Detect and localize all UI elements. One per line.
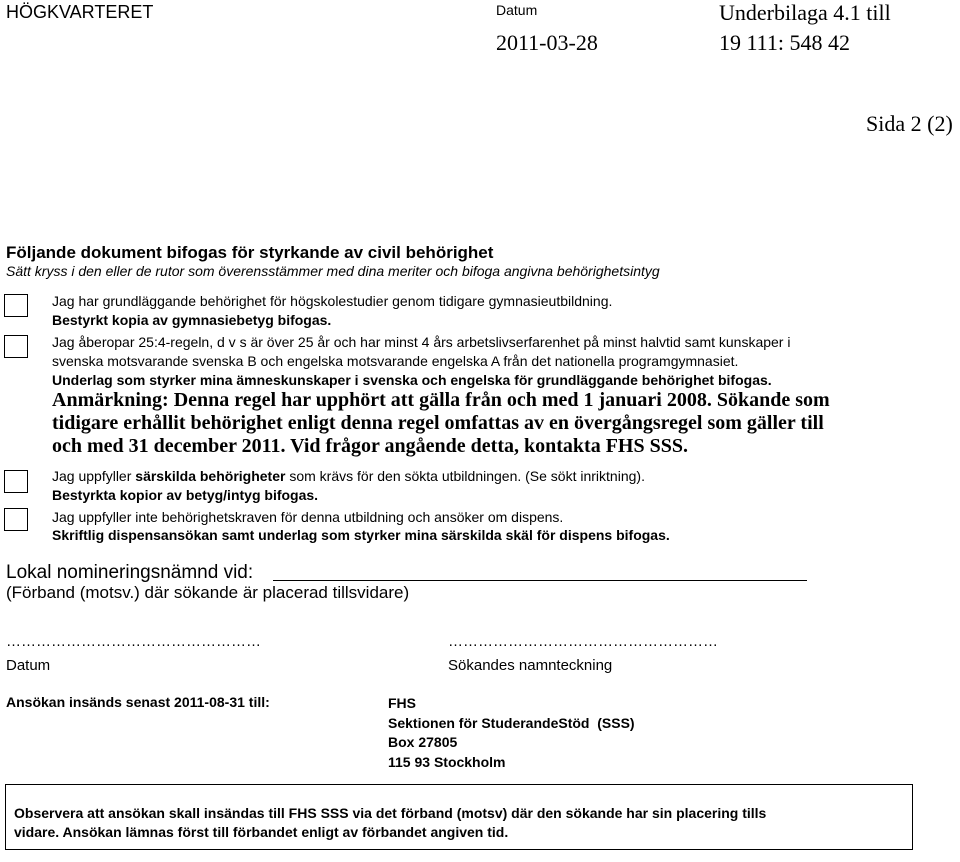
applicant-signature-label: Sökandes namnteckning (448, 657, 613, 674)
checkbox-special-qualifications[interactable] (4, 470, 28, 493)
document-date: 2011-03-28 (496, 30, 598, 55)
date-label: Datum (496, 2, 538, 18)
mailing-address (388, 694, 635, 772)
nomination-input-line[interactable] (273, 580, 807, 581)
section-subtitle: Sätt kryss i den eller de rutor som överensstämmer med dina meriter och bifoga angivna behörighetsintyg (6, 263, 660, 279)
option-25-4-rule-line2: svenska motsvarande svenska B och engelska motsvarande engelska A från det nationella programgymnasiet. (52, 353, 739, 369)
option-25-4-rule-attachment: Underlag som styrker mina ämneskunskaper i svenska och engelska för grundläggande behörighet bifogas. (52, 372, 772, 388)
nomination-hint: (Förband (motsv.) där sökande är placerad tillsvidare) (6, 583, 410, 602)
address-line: FHS (388, 695, 416, 711)
option-dispensation-attachment: Skriftlig dispensansökan samt underlag som styrker mina särskilda skäl för dispens bifogas. (52, 527, 670, 543)
applicant-signature-line[interactable]: ……………………………………………… (448, 633, 718, 650)
signature-date-label: Datum (6, 657, 51, 674)
option-special-qualifications-attachment: Bestyrkta kopior av betyg/intyg bifogas. (52, 487, 319, 503)
option-special-qualifications-text: Jag uppfyller särskilda behörigheter som krävs för den sökta utbildningen. (Se sökt inriktning). (52, 468, 645, 484)
checkbox-25-4-rule[interactable] (4, 335, 28, 358)
address-line: Sektionen för StuderandeStöd (SSS) (388, 714, 635, 731)
option-25-4-rule-line1: Jag åberopar 25:4-regeln, d v s är över 25 år och har minst 4 års arbetslivserfarenhet på minst halvtid samt kunskaper i (52, 334, 791, 350)
date-signature-line[interactable]: …………………………………………… (6, 633, 261, 650)
notice-box: Observera att ansökan skall insändas till FHS SSS via det förband (motsv) där den sökande har sin placering tills vidare. Ansökan lämnas först till förbandet enligt av förbandet angiven tid. (5, 784, 913, 850)
option-25-4-rule-note: Anmärkning: Denna regel har upphört att gälla från och med 1 januari 2008. Sökande som tidigare erhållit behörighet enligt denna regel omfattas av en övergångsregel som gäller till och med 31 december 2011. Vid frågor angående detta, kontakta FHS SSS. (52, 389, 830, 457)
reference-number: 19 111: 548 42 (719, 30, 850, 55)
address-line: 115 93 Stockholm (388, 753, 506, 770)
send-deadline-label: Ansökan insänds senast 2011-08-31 till: (6, 694, 270, 710)
address-line: Box 27805 (388, 734, 458, 750)
option-gymnasium-attachment: Bestyrkt kopia av gymnasiebetyg bifogas. (52, 312, 332, 328)
nomination-label: Lokal nomineringsnämnd vid: (6, 562, 254, 583)
option-gymnasium-text: Jag har grundläggande behörighet för högskolestudier genom tidigare gymnasieutbildning. (52, 293, 613, 309)
page-number: Sida 2 (2) (866, 111, 953, 136)
option-dispensation-text: Jag uppfyller inte behörighetskraven för denna utbildning och ansöker om dispens. (52, 509, 564, 525)
section-title: Följande dokument bifogas för styrkande av civil behörighet (6, 243, 494, 262)
organization-name: HÖGKVARTERET (6, 2, 154, 22)
checkbox-dispensation[interactable] (4, 508, 28, 531)
annex-label: Underbilaga 4.1 till (719, 0, 891, 25)
checkbox-gymnasium[interactable] (4, 294, 28, 317)
